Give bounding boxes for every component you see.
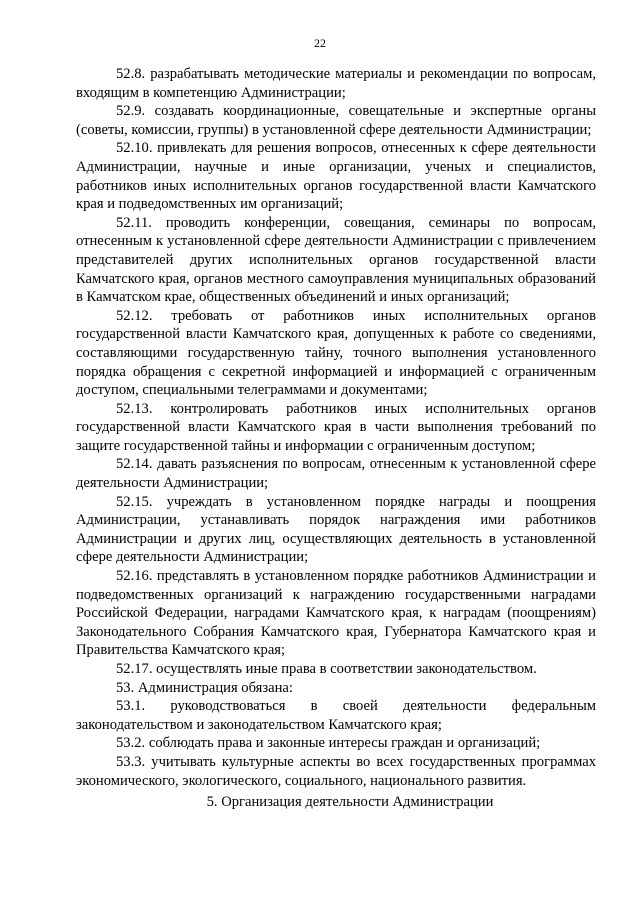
paragraph-52-17: 52.17. осуществлять иные права в соответствии законодательством. <box>116 661 537 677</box>
paragraph-53-2: 53.2. соблюдать права и законные интересы граждан и организаций; <box>116 735 541 752</box>
section-heading: 5. Организация деятельности Администрации <box>206 794 494 810</box>
paragraph-52-9: 52.9. создавать координационные, совещательные и экспертные органы (советы, комиссии, группы) в установленной сфере деятельности Администрации; <box>76 103 596 138</box>
paragraph-53-1: 53.1. руководствоваться в своей деятельности федеральным законодательством и законодательством Камчатского края; <box>76 698 596 733</box>
paragraph-52-15: 52.15. учреждать в установленном порядке награды и поощрения Администрации, устанавливать порядок награждения ими работников Администрации и других лиц, осуществляющих деятельность в установленной сфере деятельности Администрации; <box>76 493 596 566</box>
document-body <box>76 65 596 790</box>
paragraph-52-14: 52.14. давать разъяснения по вопросам, отнесенным к установленной сфере деятельности Администрации; <box>76 456 596 492</box>
paragraph-52-16: 52.16. представлять в установленном порядке работников Администрации и подведомственных организаций к награждению государственными наградами Российской Федерации, наградами Камчатского края, к наградам (поощрениям) Законодательного Собрания Камчатского края, Губернатора Камчатского края и Правительства Камчатского края; <box>76 568 596 659</box>
paragraph-52-10: 52.10. привлекать для решения вопросов, отнесенных к сфере деятельности Администрации, научные и иные организации, ученых и специалистов, работников иных исполнительных органов государственной власти Камчатского края и подведомственных им организаций; <box>76 140 596 213</box>
page-number: 22 <box>314 36 326 50</box>
paragraph-52-13: 52.13. контролировать работников иных исполнительных органов государственной власти Камчатского края в части выполнения требований по защите государственной тайны и информации с ограниченным доступом; <box>76 400 596 454</box>
paragraph-52-11: 52.11. проводить конференции, совещания, семинары по вопросам, отнесенным к установленной сфере деятельности Администрации с привлечением представителей других исполнительных органов государственной власти Камчатского края, органов местного самоуправления муниципальных образований в Камчатском крае, общественных объединений и иных организаций; <box>76 214 596 306</box>
paragraph-53: 53. Администрация обязана: <box>116 679 293 696</box>
paragraph-52-12: 52.12. требовать от работников иных исполнительных органов государственной власти Камчатского края, допущенных к работе со сведениями, составляющими государственную тайну, точного выполнения установленного порядка обращения с секретной информацией и информацией с ограниченным доступом, специальными телеграммами и документами; <box>76 307 596 399</box>
paragraph-53-3: 53.3. учитывать культурные аспекты во всех государственных программах экономического, экологического, социального, национального развития. <box>76 753 596 789</box>
paragraph-52-8: 52.8. разрабатывать методические материалы и рекомендации по вопросам, входящим в компетенцию Администрации; <box>76 66 596 101</box>
